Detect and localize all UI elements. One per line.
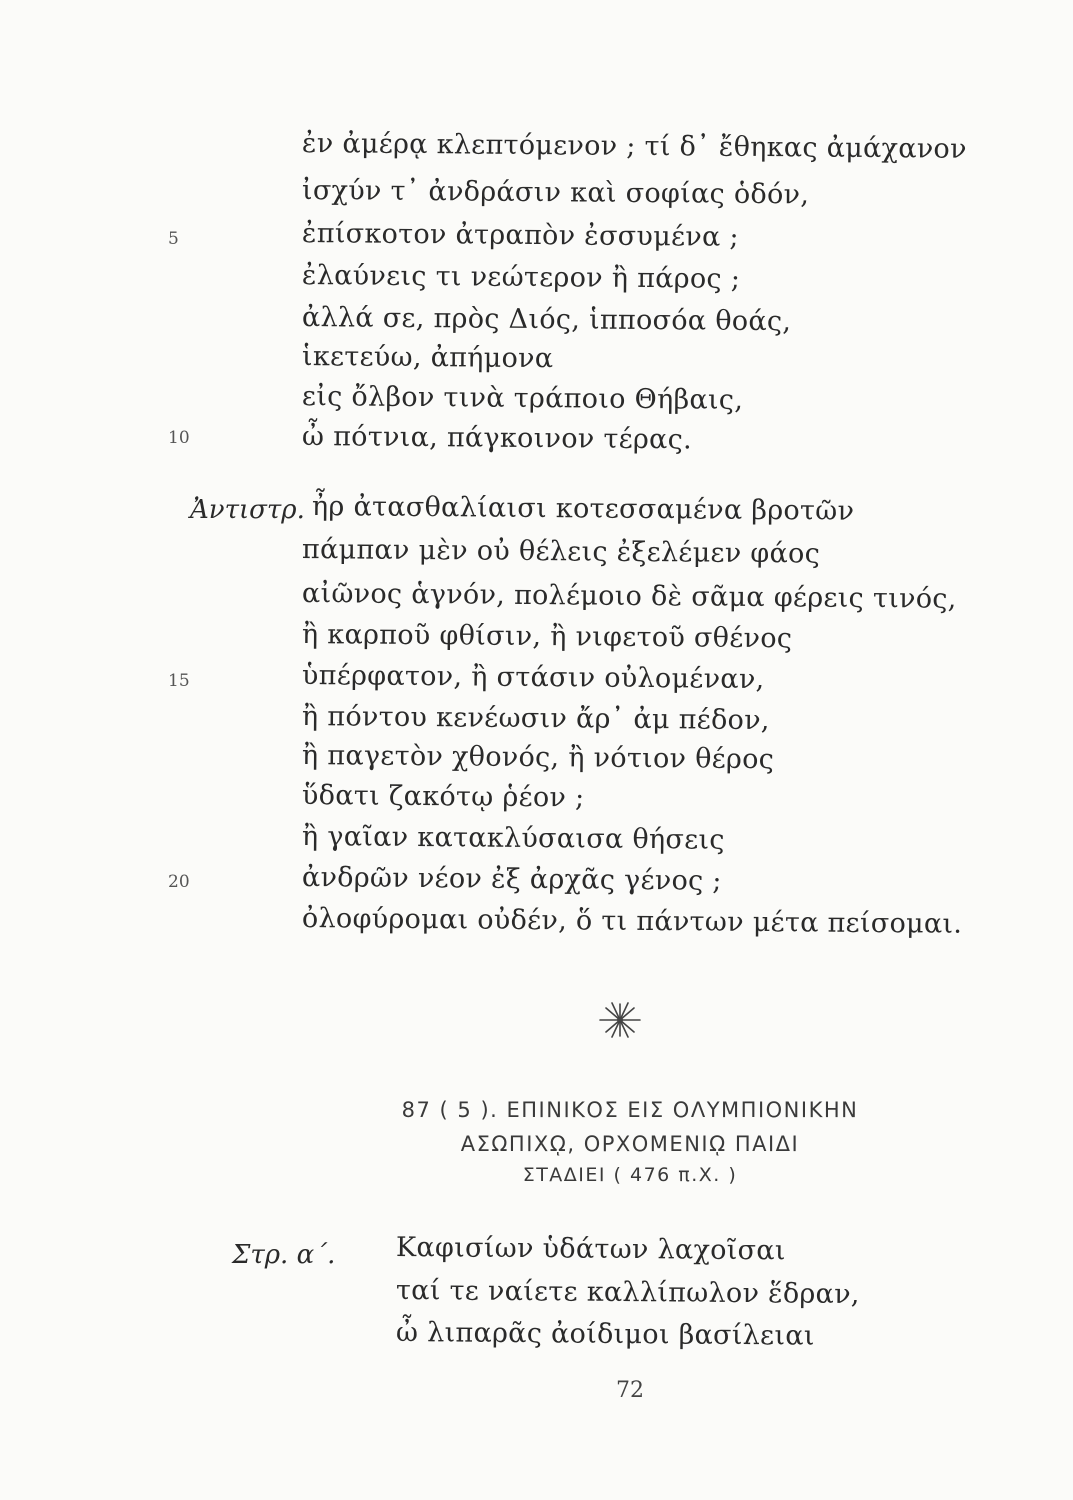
verse-line: ἦρ ἀτασθαλίαισι κοτεσσαμένα βροτῶν [311,491,855,527]
verse-line: ἀνδρῶν νέον ἐξ ἀρχᾶς γένος ; [301,862,722,897]
verse-line: ταί τε ναίετε καλλίπωλον ἕδραν, [395,1275,860,1311]
ode-title-line-2: ΑΣΩΠΙΧῼ, ΟΡΧΟΜΕΝΙῼ ΠΑΙΔΙ [460,1132,800,1156]
line-number: 20 [168,872,190,892]
ode-title-line-1: 87 ( 5 ). ΕΠΙΝΙΚΟΣ ΕΙΣ ΟΛΥΜΠΙΟΝΙΚΗΝ [401,1098,859,1122]
verse-line: πάμπαν μὲν οὐ θέλεις ἐξελέμεν φάος [301,534,821,570]
line-number: 10 [168,428,190,448]
page-number: 72 [616,1378,644,1403]
verse-line: ὦ πότνια, πάγκοινον τέρας. [301,421,693,456]
verse-line: ἢ πόντου κενέωσιν ἄρ᾽ ἀμ πέδον, [301,701,770,737]
verse-line: Καφισίων ὑδάτων λαχοῖσαι [395,1232,786,1267]
line-number: 5 [168,229,179,249]
strophe-label: Στρ. α΄. [232,1240,336,1270]
verse-line: ὦ λιπαρᾶς ἀοίδιμοι βασίλειαι [395,1317,815,1352]
verse-line: ἢ καρποῦ φθίσιν, ἢ νιφετοῦ σθένος [301,619,793,655]
verse-line: ἀλλά σε, πρὸς Διός, ἱπποσόα θοάς, [301,302,792,338]
verse-line: ὀλοφύρομαι οὐδέν, ὅ τι πάντων μέτα πείσομαι. [301,903,963,940]
verse-line: αἰῶνος ἁγνόν, πολέμοιο δὲ σᾶμα φέρεις τινός, [301,578,957,615]
fleuron-ornament-icon [590,1000,650,1040]
antistrophe-label: Ἀντιστρ. [190,495,305,525]
verse-line: ἐλαύνεις τι νεώτερον ἢ πάρος ; [301,260,741,295]
verse-line: ἢ γαῖαν κατακλύσαισα θήσεις [301,821,725,856]
verse-line: εἰς ὄλβον τινὰ τράποιο Θήβαις, [301,381,744,416]
verse-line: ἱκετεύω, ἀπήμονα [301,341,554,375]
verse-line: ἢ παγετὸν χθονός, ἢ νότιον θέρος [301,740,775,776]
verse-line: ὑπέρφατον, ἢ στάσιν οὐλομέναν, [301,660,765,696]
line-number: 15 [168,671,190,691]
verse-line: ἰσχύν τ᾽ ἀνδράσιν καὶ σοφίας ὁδόν, [301,175,810,211]
verse-line: ἐν ἀμέρᾳ κλεπτόμενον ; τί δ᾽ ἔθηκας ἀμάχανον [301,128,967,165]
verse-line: ὕδατι ζακότῳ ῥέον ; [301,780,585,814]
verse-line: ἐπίσκοτον ἀτραπὸν ἐσσυμένα ; [301,218,739,253]
ode-title-line-3: ΣΤΑΔΙΕΙ ( 476 π.Χ. ) [522,1164,738,1186]
